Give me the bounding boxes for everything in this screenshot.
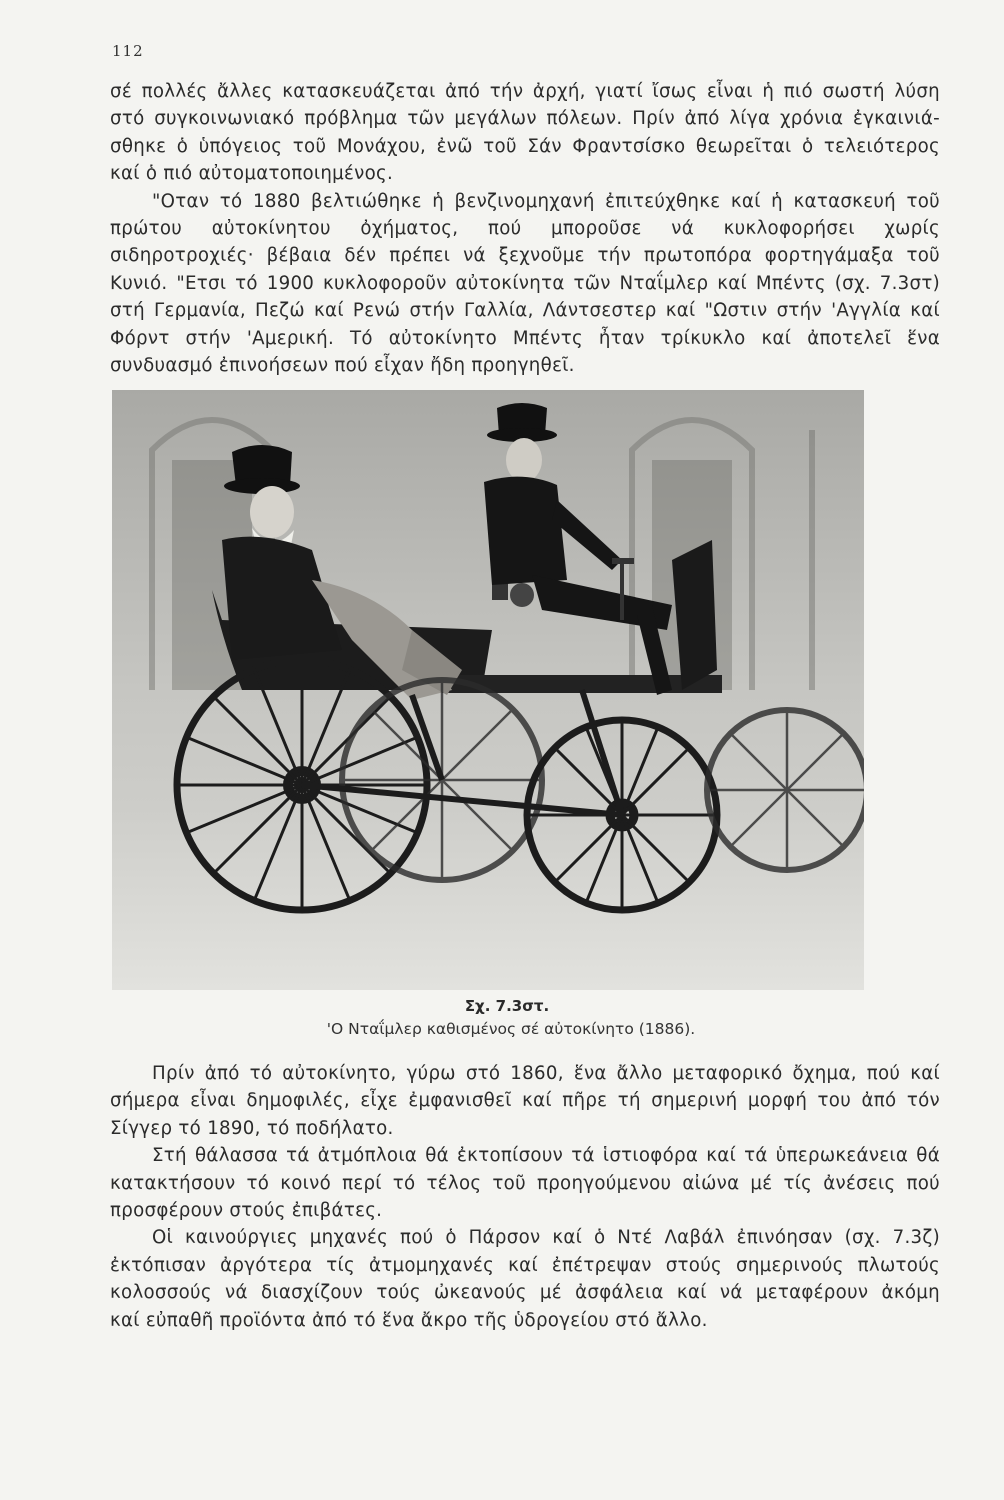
text-line: συνδυασμό ἐπινοήσεων πού εἶχαν ἤδη προηγηθεῖ. xyxy=(110,354,575,376)
photo-illustration xyxy=(112,390,864,990)
text-line: σέ πολλές ἄλλες κατασκευάζεται ἀπό τήν ἀρχή, γιατί ἴσως εἶναι ἡ πιό σωστή λύση xyxy=(110,81,940,102)
daimler-car-photo xyxy=(112,390,864,990)
text-line: στή Γερμανία, Πεζώ καί Ρενώ στήν Γαλλία, Λάντσεστερ καί "Ωστιν στήν 'Αγγλία καί xyxy=(110,300,940,322)
text-line: Κυνιό. "Ετσι τό 1900 κυκλοφοροῦν αὐτοκίνητα τῶν Νταΐμλερ καί Μπέντς (σχ. 7.3στ) xyxy=(110,272,940,294)
text-line: σιδηροτροχιές· βέβαια δέν πρέπει νά ξεχνοῦμε τήν πρωτοπόρα φορτηγάμαξα τοῦ xyxy=(110,245,940,267)
text-line: πρώτου αὐτοκίνητου ὀχήματος, πού μποροῦσε νά κυκλοφορήσει χωρίς xyxy=(110,217,940,239)
text-line: σθηκε ὁ ὑπόγειος τοῦ Μονάχου, ἐνῶ τοῦ Σάν Φραντσίσκο θεωρεῖται ὁ τελειότερος xyxy=(110,135,940,157)
figure-label: Σχ. 7.3στ. xyxy=(464,997,550,1015)
text-line: Πρίν ἀπό τό αὐτοκίνητο, γύρω στό 1860, ἕνα ἄλλο μεταφορικό ὄχημα, πού καί xyxy=(152,1063,940,1084)
bottom-paragraphs xyxy=(110,1060,940,1334)
text-line: στό συγκοινωνιακό πρόβλημα τῶν μεγάλων πόλεων. Πρίν ἀπό λίγα χρόνια ἐγκαινιά- xyxy=(110,108,940,130)
text-line: σήμερα εἶναι δημοφιλές, εἶχε ἐμφανισθεῖ καί πῆρε τή σημερινή μορφή του ἀπό τόν xyxy=(110,1090,940,1112)
text-line: καί ὁ πιό αὐτοματοποιημένος. xyxy=(110,163,394,185)
text-line: Οἱ καινούργιες μηχανές πού ὁ Πάρσον καί ὁ Ντέ Λαβάλ ἐπινόησαν (σχ. 7.3ζ) xyxy=(152,1227,940,1249)
text-line: Σίγγερ τό 1890, τό ποδήλατο. xyxy=(110,1117,394,1139)
text-line: "Οταν τό 1880 βελτιώθηκε ἡ βενζινομηχανή ἐπιτεύχθηκε καί ἡ κατασκευή τοῦ xyxy=(152,190,940,212)
figure-caption-text: 'Ο Νταΐμλερ καθισμένος σέ αὐτοκίνητο (1886). xyxy=(326,1020,696,1038)
top-paragraphs xyxy=(110,78,940,379)
figure-caption xyxy=(0,997,1004,1038)
page-number: 112 xyxy=(112,42,144,60)
text-line: κατακτήσουν τό κοινό περί τό τέλος τοῦ προηγούμενου αἰώνα μέ τίς ἀνέσεις πού xyxy=(110,1172,940,1194)
text-line: ἐκτόπισαν ἀργότερα τίς ἀτμομηχανές καί ἐπέτρεψαν στούς σημερινούς πλωτούς xyxy=(110,1254,940,1276)
text-line: προσφέρουν στούς ἐπιβάτες. xyxy=(110,1199,383,1221)
text-line: Στή θάλασσα τά ἀτμόπλοια θά ἐκτοπίσουν τά ἱστιοφόρα καί τά ὑπερωκεάνεια θά xyxy=(152,1145,940,1167)
text-line: καί εὐπαθῆ προϊόντα ἀπό τό ἕνα ἄκρο τῆς ὑδρογείου στό ἄλλο. xyxy=(110,1309,708,1331)
text-line: Φόρντ στήν 'Αμερική. Τό αὐτοκίνητο Μπέντς ἦταν τρίκυκλο καί ἀποτελεῖ ἕνα xyxy=(110,327,940,349)
text-line: κολοσσούς νά διασχίζουν τούς ὠκεανούς μέ ἀσφάλεια καί νά μεταφέρουν ἀκόμη xyxy=(110,1282,940,1304)
